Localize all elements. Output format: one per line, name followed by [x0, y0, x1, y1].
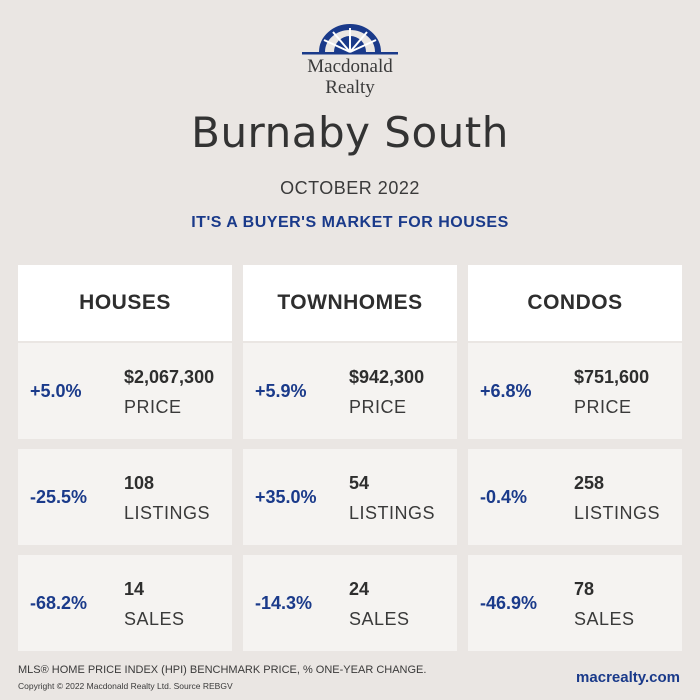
condos-listings-value: 258 — [574, 473, 605, 493]
houses-price-card — [18, 343, 232, 439]
condos-price-value: $751,600 — [574, 367, 650, 387]
condos-listings-label: LISTINGS — [574, 503, 661, 523]
brand-name-line2: Realty — [325, 77, 375, 98]
townhomes-listings-card — [243, 449, 457, 545]
townhomes-listings-change: +35.0% — [255, 486, 317, 507]
condos-price-card — [468, 343, 682, 439]
houses-listings-card — [18, 449, 232, 545]
condos-listings-change: -0.4% — [480, 486, 528, 507]
houses-sales-change: -68.2% — [30, 592, 88, 613]
condos-header: CONDOS — [468, 265, 682, 341]
townhomes-price-card — [243, 343, 457, 439]
brand-name-line1: Macdonald — [307, 56, 393, 77]
houses-sales-value: 14 — [124, 579, 145, 599]
townhomes-sales-card — [243, 555, 457, 651]
houses-listings-change: -25.5% — [30, 486, 88, 507]
townhomes-price-value: $942,300 — [349, 367, 425, 387]
townhomes-price-label: PRICE — [349, 397, 407, 417]
townhomes-sales-change: -14.3% — [255, 592, 313, 613]
hpi-footnote: MLS® HOME PRICE INDEX (HPI) BENCHMARK PRICE, % ONE-YEAR CHANGE. — [18, 664, 427, 676]
market-tagline: IT'S A BUYER'S MARKET FOR HOUSES — [191, 214, 509, 231]
townhomes-listings-value: 54 — [349, 473, 370, 493]
houses-header: HOUSES — [18, 265, 232, 341]
houses-price-label: PRICE — [124, 397, 182, 417]
condos-sales-card — [468, 555, 682, 651]
condos-sales-change: -46.9% — [480, 592, 538, 613]
copyright-notice: Copyright © 2022 Macdonald Realty Ltd. Source REBGV — [18, 681, 233, 691]
period-subtitle: OCTOBER 2022 — [280, 178, 420, 198]
houses-price-change: +5.0% — [30, 380, 82, 401]
condos-price-change: +6.8% — [480, 380, 532, 401]
condos-price-label: PRICE — [574, 397, 632, 417]
houses-sales-label: SALES — [124, 609, 185, 629]
townhomes-sales-label: SALES — [349, 609, 410, 629]
condos-sales-value: 78 — [574, 579, 595, 599]
condos-listings-card — [468, 449, 682, 545]
townhomes-sales-value: 24 — [349, 579, 370, 599]
sunburst-logo-icon — [300, 24, 400, 56]
houses-sales-card — [18, 555, 232, 651]
website-link[interactable]: macrealty.com — [576, 669, 680, 686]
townhomes-listings-label: LISTINGS — [349, 503, 436, 523]
houses-listings-value: 108 — [124, 473, 155, 493]
townhomes-header: TOWNHOMES — [243, 265, 457, 341]
houses-listings-label: LISTINGS — [124, 503, 211, 523]
townhomes-price-change: +5.9% — [255, 380, 307, 401]
condos-sales-label: SALES — [574, 609, 635, 629]
page-title: Burnaby South — [191, 108, 509, 157]
houses-price-value: $2,067,300 — [124, 367, 215, 387]
brand-logo — [0, 24, 700, 98]
